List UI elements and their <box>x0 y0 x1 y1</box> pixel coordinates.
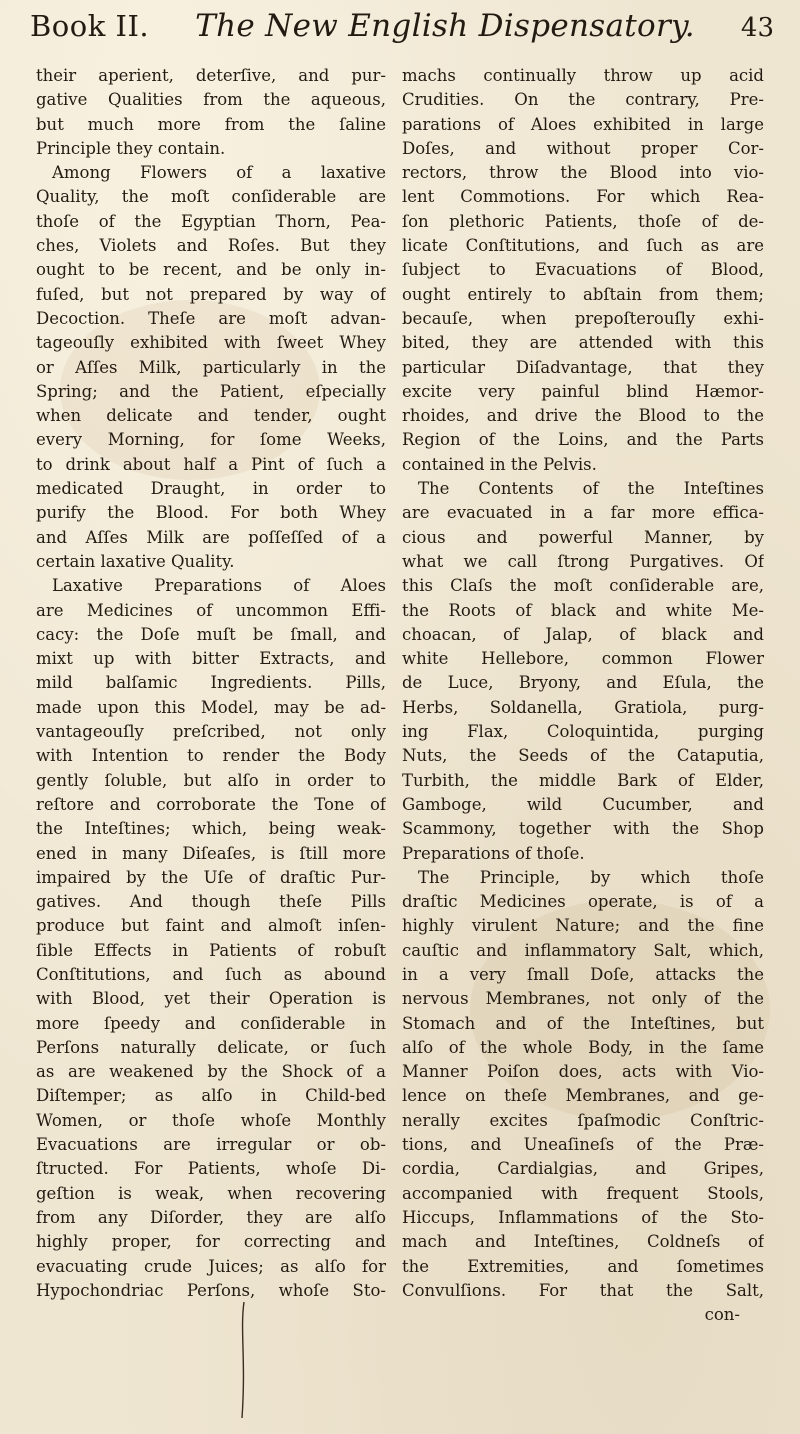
text-line: highly proper, for correcting and <box>36 1232 386 1252</box>
text-line: lent Commotions. For which Rea- <box>402 187 764 207</box>
text-line: Principle they contain. <box>36 138 226 158</box>
text-line: to drink about half a Pint of ſuch a <box>36 454 386 474</box>
text-line: ing Flax, Coloquintida, purging <box>402 722 764 742</box>
text-line: ened in many Diſeaſes, is ſtill more <box>36 843 386 863</box>
text-line: cacy: the Doſe muſt be ſmall, and <box>36 624 386 644</box>
text-line: and Aſſes Milk are poſſeſſed of a <box>36 527 386 547</box>
text-line: mixt up with bitter Extracts, and <box>36 649 386 669</box>
text-line: cauſtic and inflammatory Salt, which, <box>402 940 764 960</box>
text-line: particular Diſadvantage, that they <box>402 357 764 377</box>
page-header <box>30 8 774 64</box>
text-line: Stomach and of the Inteſtines, but <box>402 1013 764 1033</box>
text-line: in a very ſmall Doſe, attacks the <box>402 964 764 984</box>
text-line: cordia, Cardialgias, and Gripes, <box>402 1159 764 1179</box>
text-line: the Inteſtines; which, being weak- <box>36 819 386 839</box>
text-line: Manner Poiſon does, acts with Vio- <box>402 1062 764 1082</box>
text-line: with Intention to render the Body <box>36 746 386 766</box>
text-line: made upon this Model, may be ad- <box>36 697 386 717</box>
text-line: The Contents of the Inteſtines <box>418 479 764 499</box>
text-line: Laxative Preparations of Aloes <box>52 576 386 596</box>
text-line: purify the Blood. For both Whey <box>36 503 386 523</box>
text-line: thoſe of the Egyptian Thorn, Pea- <box>36 211 386 231</box>
text-line: gative Qualities from the aqueous, <box>36 90 386 110</box>
text-line: rectors, throw the Blood into vio- <box>402 163 764 183</box>
text-line: Spring; and the Patient, eſpecially <box>36 381 386 401</box>
text-line: alſo of the whole Body, in the ſame <box>402 1037 764 1057</box>
text-line: the Roots of black and white Me- <box>402 600 764 620</box>
text-line: Turbith, the middle Bark of Elder, <box>402 770 764 790</box>
text-line: cious and powerful Manner, by <box>402 527 764 547</box>
text-line: Conſtitutions, and ſuch as abound <box>36 964 386 984</box>
text-line: Nuts, the Seeds of the Cataputia, <box>402 746 764 766</box>
text-line: are Medicines of uncommon Effi- <box>36 600 386 620</box>
text-line: Diſtemper; as alſo in Child-bed <box>36 1086 386 1106</box>
text-line: Scammony, together with the Shop <box>402 819 764 839</box>
text-line: becauſe, when prepoſterouſly exhi- <box>402 308 764 328</box>
text-line: machs continually throw up acid <box>402 66 764 85</box>
text-line: bited, they are attended with this <box>402 333 764 353</box>
text-line: vantageouſly preſcribed, not only <box>36 722 386 742</box>
text-line: what we call ſtrong Purgatives. Of <box>402 551 764 571</box>
page-number: 43 <box>740 13 774 43</box>
text-line: the Extremities, and ſometimes <box>402 1256 764 1276</box>
text-line: fuſed, but not prepared by way of <box>36 284 386 304</box>
text-line: Hiccups, Inflammations of the Sto- <box>402 1207 764 1227</box>
text-line: Quality, the moſt conſiderable are <box>36 187 386 207</box>
book-label: Book II. <box>30 9 150 43</box>
text-line: ſtructed. For Patients, whoſe Di- <box>36 1159 386 1179</box>
text-line: Evacuations are irregular or ob- <box>36 1135 386 1155</box>
running-title: The New English Dispensatory. <box>195 8 695 44</box>
text-line: ches, Violets and Roſes. But they <box>36 236 386 256</box>
text-line: rhoides, and drive the Blood to the <box>402 406 764 426</box>
text-line: Women, or thoſe whoſe Monthly <box>36 1110 386 1130</box>
text-line: gatives. And though theſe Pills <box>36 892 386 912</box>
text-line: ſubject to Evacuations of Blood, <box>402 260 764 280</box>
text-line: contained in the Pelvis. <box>402 454 597 474</box>
text-line: this Claſs the moſt conſiderable are, <box>402 576 764 596</box>
text-line: reſtore and corroborate the Tone of <box>36 794 386 814</box>
text-line: Crudities. On the contrary, Pre- <box>402 90 764 110</box>
text-line: white Hellebore, common Flower <box>402 649 764 669</box>
text-line: every Morning, for ſome Weeks, <box>36 430 386 450</box>
text-line: with Blood, yet their Operation is <box>36 989 386 1009</box>
text-line: Perſons naturally delicate, or ſuch <box>36 1037 386 1057</box>
text-line: Convulſions. For that the Salt, <box>402 1280 764 1300</box>
text-line: medicated Draught, in order to <box>36 479 386 499</box>
text-line: ought to be recent, and be only in- <box>36 260 386 280</box>
text-line: geſtion is weak, when recovering <box>36 1183 386 1203</box>
text-line: as are weakened by the Shock of a <box>36 1062 386 1082</box>
text-line: de Luce, Bryony, and Eſula, the <box>402 673 764 693</box>
text-line: Gamboge, wild Cucumber, and <box>402 794 764 814</box>
text-line: Region of the Loins, and the Parts <box>402 430 764 450</box>
text-line: parations of Aloes exhibited in large <box>402 114 764 134</box>
text-line: or Aſſes Milk, particularly in the <box>36 357 386 377</box>
text-line: but much more from the ſaline <box>36 114 386 134</box>
text-line: certain laxative Quality. <box>36 551 235 571</box>
text-line: their aperient, deterſive, and pur- <box>36 66 386 85</box>
text-line: excite very painful blind Hæmor- <box>402 381 764 401</box>
stray-ink-mark <box>238 1300 248 1420</box>
text-line: tions, and Uneaſineſs of the Præ- <box>402 1135 764 1155</box>
text-line: produce but faint and almoſt inſen- <box>36 916 386 936</box>
text-line: Preparations of thoſe. <box>402 843 585 863</box>
text-line: when delicate and tender, ought <box>36 406 386 426</box>
text-line: ſible Effects in Patients of robuſt <box>36 940 386 960</box>
text-line: nerally excites ſpaſmodic Conſtric- <box>402 1110 764 1130</box>
text-line: are evacuated in a far more effica- <box>402 503 764 523</box>
text-line: licate Conſtitutions, and ſuch as are <box>402 236 764 256</box>
text-line: mild balſamic Ingredients. Pills, <box>36 673 386 693</box>
text-line: impaired by the Uſe of draſtic Pur- <box>36 867 386 887</box>
text-line: from any Diſorder, they are alſo <box>36 1207 386 1227</box>
text-line: choacan, of Jalap, of black and <box>402 624 764 644</box>
text-line: highly virulent Nature; and the fine <box>402 916 764 936</box>
right-text-column <box>402 64 764 1327</box>
text-line: gently ſoluble, but alſo in order to <box>36 770 386 790</box>
left-text-column <box>36 64 386 1303</box>
text-line: ought entirely to abſtain from them; <box>402 284 764 304</box>
text-line: tageouſly exhibited with ſweet Whey <box>36 333 386 353</box>
text-line: Hypochondriac Perſons, whoſe Sto- <box>36 1280 386 1300</box>
text-line: ſon plethoric Patients, thoſe of de- <box>402 211 764 231</box>
text-line: The Principle, by which thoſe <box>418 867 764 887</box>
text-line: draſtic Medicines operate, is of a <box>402 892 764 912</box>
text-line: Doſes, and without proper Cor- <box>402 138 764 158</box>
text-line: nervous Membranes, not only of the <box>402 989 764 1009</box>
text-line: more ſpeedy and conſiderable in <box>36 1013 386 1033</box>
text-line: mach and Inteſtines, Coldneſs of <box>402 1232 764 1252</box>
text-line: con- <box>704 1305 740 1325</box>
text-line: lence on theſe Membranes, and ge- <box>402 1086 764 1106</box>
text-line: Among Flowers of a laxative <box>52 163 386 183</box>
text-line: evacuating crude Juices; as alſo for <box>36 1256 386 1276</box>
text-line: Herbs, Soldanella, Gratiola, purg- <box>402 697 764 717</box>
text-line: Decoction. Theſe are moſt advan- <box>36 308 386 328</box>
text-line: accompanied with frequent Stools, <box>402 1183 764 1203</box>
